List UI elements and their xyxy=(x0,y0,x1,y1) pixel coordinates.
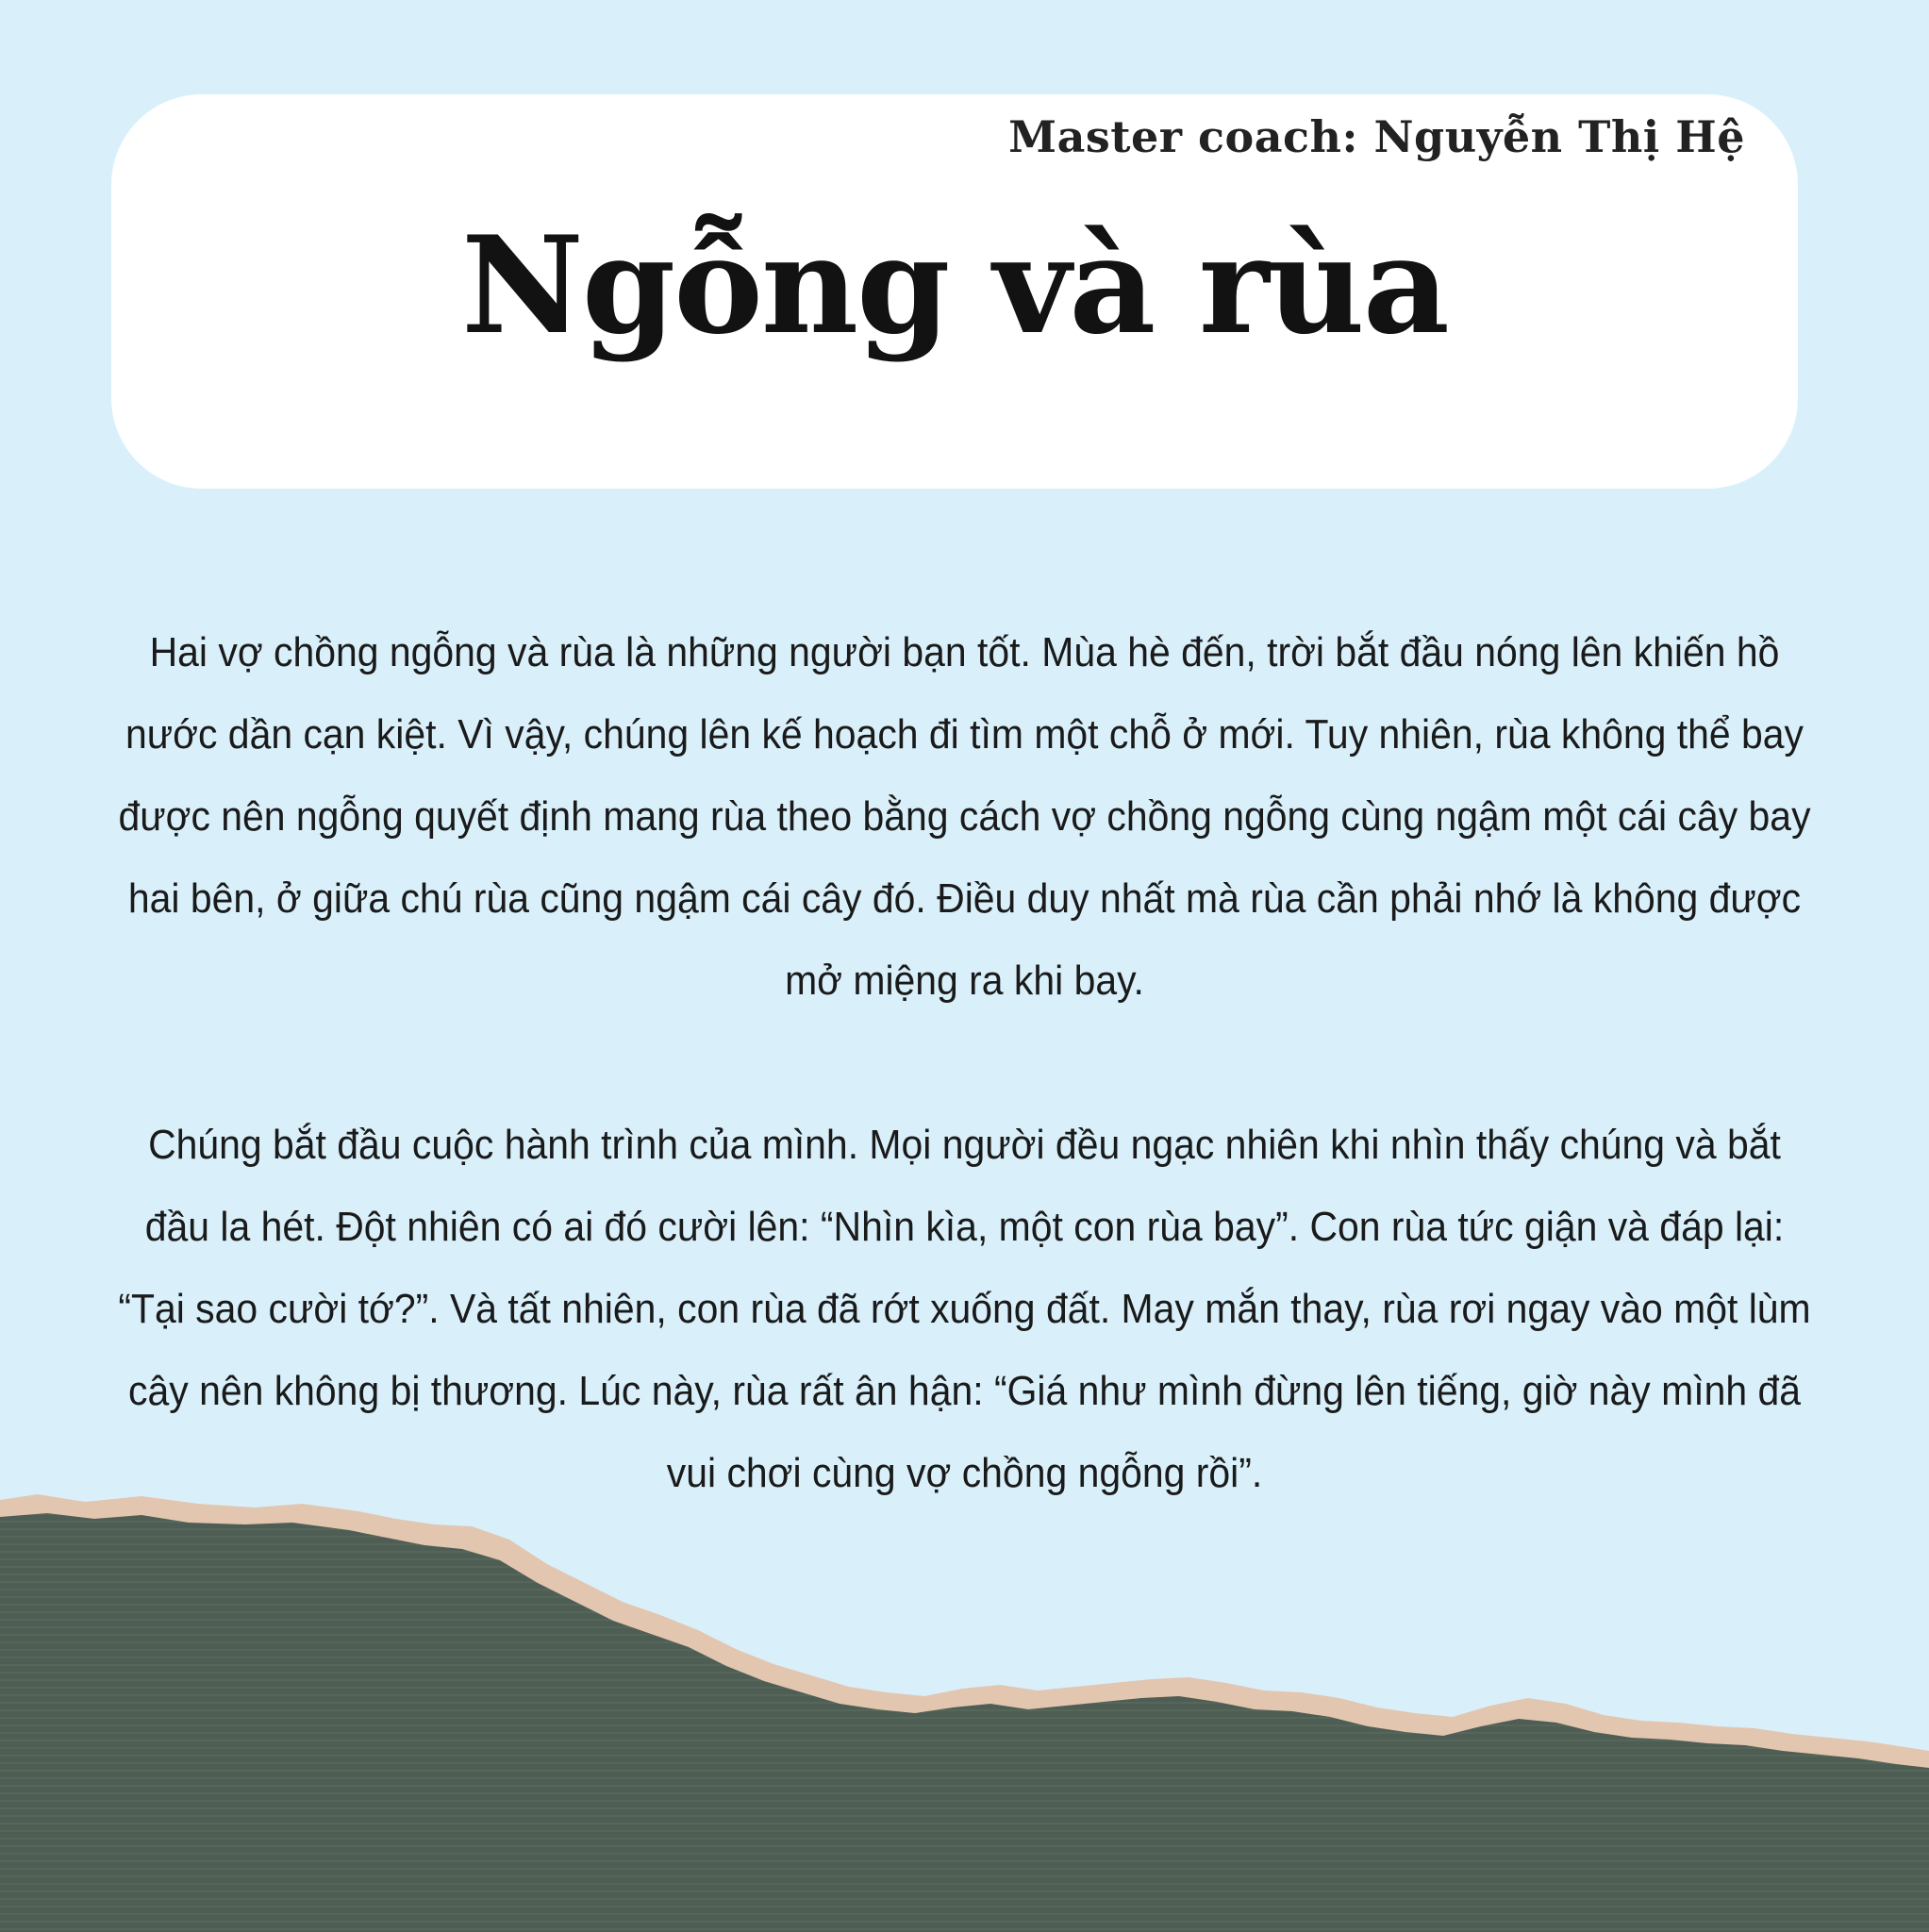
coach-credit: Master coach: Nguyễn Thị Hệ xyxy=(1008,111,1745,162)
page-title: Ngỗng và rùa xyxy=(461,208,1448,364)
story-paragraph-1: Hai vợ chồng ngỗng và rùa là những người bạn tốt. Mùa hè đến, trời bắt đầu nóng lên khiến hồ nước dần cạn kiệt. Vì vậy, chúng lên kế hoạch đi tìm một chỗ ở mới. Tuy nhiên, rùa không thể bay được nên ngỗng quyết định mang rùa theo bằng cách vợ chồng ngỗng cùng ngậm một cái cây bay hai bên, ở giữa chú rùa cũng ngậm cái cây đó. Điều duy nhất mà rùa cần phải nhớ là không được mở miệng ra khi bay. xyxy=(118,629,1811,1004)
torn-paper-hill xyxy=(0,1491,1929,1932)
story-text xyxy=(116,611,1814,1514)
story-paragraph-2: Chúng bắt đầu cuộc hành trình của mình. Mọi người đều ngạc nhiên khi nhìn thấy chúng và bắt đầu la hét. Đột nhiên có ai đó cười lên: “Nhìn kìa, một con rùa bay”. Con rùa tức giận và đáp lại: “Tại sao cười tớ?”. Và tất nhiên, con rùa đã rớt xuống đất. May mắn thay, rùa rơi ngay vào một lùm cây nên không bị thương. Lúc này, rùa rất ân hận: “Giá như mình đừng lên tiếng, giờ này mình đã vui chơi cùng vợ chồng ngỗng rồi”. xyxy=(118,1122,1811,1496)
